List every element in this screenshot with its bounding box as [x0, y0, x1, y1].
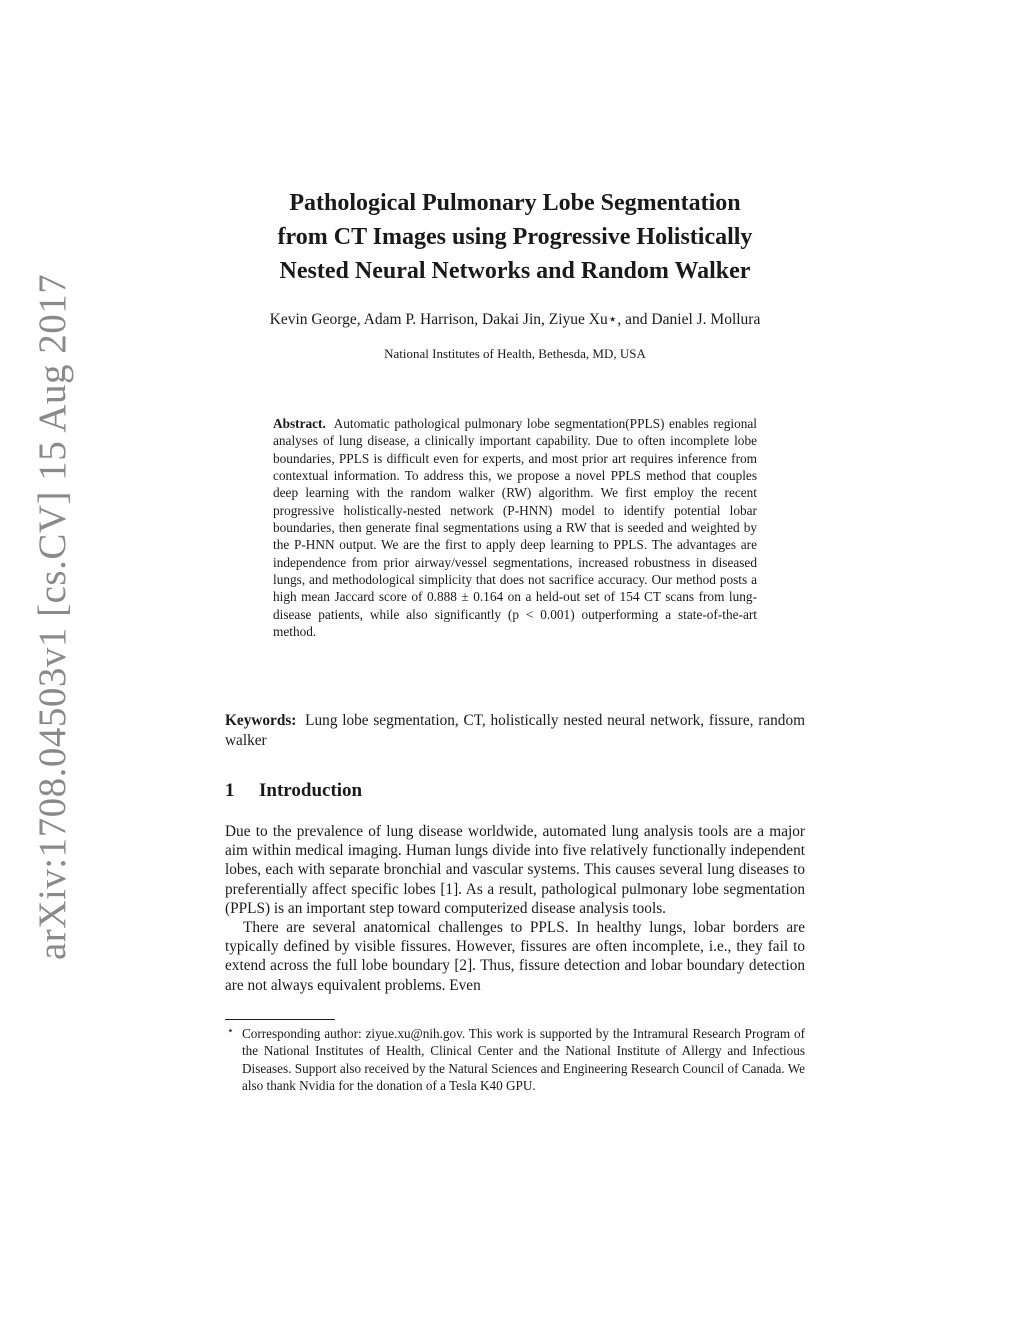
keywords-label: Keywords: — [225, 712, 297, 729]
title-line-2: from CT Images using Progressive Holistically — [277, 224, 753, 250]
title-line-1: Pathological Pulmonary Lobe Segmentation — [289, 190, 741, 216]
abstract-text: Automatic pathological pulmonary lobe segmentation(PPLS) enables regional analyses of lung disease, a clinically important capability. Due to often incomplete lobe boundaries, PPLS is difficult even for experts, and most prior art requires inference from contextual information. To address this, we propose a novel PPLS method that couples deep learning with the random walker (RW) algorithm. We first employ the recent progressive holistically-nested network (P-HNN) model to identify potential lobar boundaries, then generate final segmentations using a RW that is seeded and weighted by the P-HNN output. We are the first to apply deep learning to PPLS. The advantages are independence from prior airway/vessel segmentations, increased robustness in diseased lungs, and methodological simplicity that does not sacrifice accuracy. Our method posts a high mean Jaccard score of 0.888 ± 0.164 on a held-out set of 154 CT scans from lung-disease patients, while also significantly (p < 0.001) outperforming a state-of-the-art method. — [273, 416, 757, 640]
footnote — [225, 1025, 805, 1095]
author-list: Kevin George, Adam P. Harrison, Dakai Jin, Ziyue Xu⋆, and Daniel J. Mollura — [269, 311, 761, 328]
footnote-mark: ⋆ — [227, 1025, 234, 1037]
affiliation: National Institutes of Health, Bethesda, MD, USA — [384, 346, 646, 361]
title-line-3: Nested Neural Networks and Random Walker — [279, 258, 751, 284]
keywords-text: Lung lobe segmentation, CT, holistically nested neural network, fissure, random walker — [225, 712, 805, 749]
keywords — [225, 711, 805, 751]
intro-paragraph-2: There are several anatomical challenges to PPLS. In healthy lungs, lobar borders are typically defined by visible fissures. However, fissures are often incomplete, i.e., they fail to extend across the full lobe boundary [2]. Thus, fissure detection and lobar boundary detection are not always equivalent problems. Even — [225, 919, 805, 994]
arxiv-identifier-stamp: arXiv:1708.04503v1 [cs.CV] 15 Aug 2017 — [31, 273, 74, 960]
footnote-rule — [225, 1019, 335, 1020]
abstract-label: Abstract. — [273, 416, 326, 431]
section-heading — [225, 779, 805, 803]
paper-title — [225, 186, 805, 288]
section-number: 1 — [225, 780, 235, 801]
introduction-body — [225, 822, 805, 995]
abstract — [273, 415, 757, 640]
section-title: Introduction — [259, 780, 363, 801]
intro-paragraph-1: Due to the prevalence of lung disease worldwide, automated lung analysis tools are a major aim within medical imaging. Human lungs divide into five relatively functionally independent lobes, each with separate bronchial and vascular systems. This causes several lung diseases to preferentially affect specific lobes [1]. As a result, pathological pulmonary lobe segmentation (PPLS) is an important step toward computerized disease analysis tools. — [225, 823, 805, 917]
footnote-text: Corresponding author: ziyue.xu@nih.gov. This work is supported by the Intramural Research Program of the National Institutes of Health, Clinical Center and the National Institute of Allergy and Infectious Diseases. Support also received by the Natural Sciences and Engineering Research Council of Canada. We also thank Nvidia for the donation of a Tesla K40 GPU. — [242, 1026, 805, 1094]
